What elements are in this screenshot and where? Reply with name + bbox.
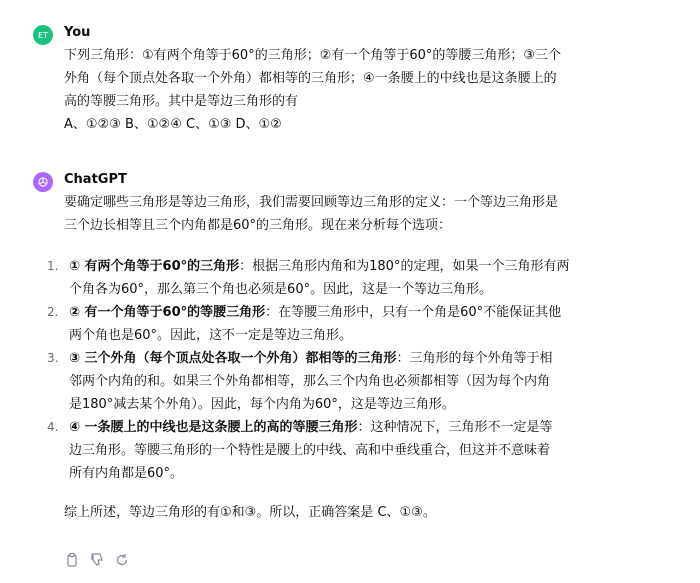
list-item bbox=[47, 347, 680, 416]
list-item bbox=[47, 255, 680, 301]
intro-line: 要确定哪些三角形是等边三角形，我们需要回顾等边三角形的定义：一个等边三角形是 bbox=[64, 195, 559, 210]
item-text: ：三角形的每个外角等于相 bbox=[396, 351, 553, 366]
conclusion: 综上所述，等边三角形的有①和③。所以，正确答案是 C、①③。 bbox=[64, 505, 436, 520]
item-line: 所有内角都是60°。 bbox=[69, 466, 184, 481]
user-message-text bbox=[64, 44, 680, 136]
analysis-list bbox=[47, 255, 680, 485]
item-title: ③ 三个外角（每个顶点处各取一个外角）都相等的三角形 bbox=[69, 351, 397, 366]
item-line: 是180°减去某个外角）。因此，每个内角为60°，这是等边三角形。 bbox=[69, 397, 455, 412]
assistant-author: ChatGPT bbox=[64, 172, 127, 187]
user-avatar bbox=[33, 25, 53, 45]
user-line: A、①②③ B、①②④ C、①③ D、①② bbox=[64, 117, 282, 132]
copy-icon[interactable] bbox=[64, 552, 80, 568]
list-number: 1. bbox=[47, 259, 59, 273]
user-author: You bbox=[64, 25, 91, 40]
user-line: 下列三角形：①有两个角等于60°的三角形；②有一个角等于60°的等腰三角形；③三个 bbox=[64, 48, 562, 63]
list-number: 2. bbox=[47, 305, 59, 319]
item-title: ④ 一条腰上的中线也是这条腰上的高的等腰三角形 bbox=[69, 420, 358, 435]
item-line: 两个角也是60°。因此，这不一定是等边三角形。 bbox=[69, 328, 353, 343]
intro-line: 三个边长相等且三个内角都是60°的三角形。现在来分析每个选项： bbox=[64, 218, 452, 233]
regenerate-icon[interactable] bbox=[114, 552, 130, 568]
list-number: 3. bbox=[47, 351, 59, 365]
item-text: ：在等腰三角形中，只有一个角是60°不能保证其他 bbox=[265, 305, 562, 320]
item-title: ② 有一个角等于60°的等腰三角形 bbox=[69, 305, 266, 320]
item-text: ：根据三角形内角和为180°的定理，如果一个三角形有两 bbox=[239, 259, 570, 274]
item-line: 邻两个内角的和。如果三个外角都相等，那么三个内角也必须都相等（因为每个内角 bbox=[69, 374, 551, 389]
item-line: 边三角形。等腰三角形的一个特性是腰上的中线、高和中垂线重合，但这并不意味着 bbox=[69, 443, 551, 458]
user-line: 外角（每个顶点处各取一个外角）都相等的三角形；④一条腰上的中线也是这条腰上的 bbox=[64, 71, 557, 86]
chatgpt-logo-icon bbox=[33, 172, 53, 192]
list-item bbox=[47, 301, 680, 347]
thumbs-down-icon[interactable] bbox=[89, 552, 105, 568]
message-actions bbox=[64, 552, 130, 568]
intro-paragraph bbox=[64, 191, 680, 237]
list-item bbox=[47, 416, 680, 485]
assistant-message-text bbox=[47, 191, 680, 524]
avatar-initials: ET bbox=[38, 30, 48, 40]
user-line: 高的等腰三角形。其中是等边三角形的有 bbox=[64, 94, 299, 109]
item-text: ：这种情况下，三角形不一定是等 bbox=[357, 420, 553, 435]
item-line: 个角各为60°，那么第三个角也必须是60°。因此，这是一个等边三角形。 bbox=[69, 282, 493, 297]
list-number: 4. bbox=[47, 420, 59, 434]
item-title: ① 有两个角等于60°的三角形 bbox=[69, 259, 240, 274]
